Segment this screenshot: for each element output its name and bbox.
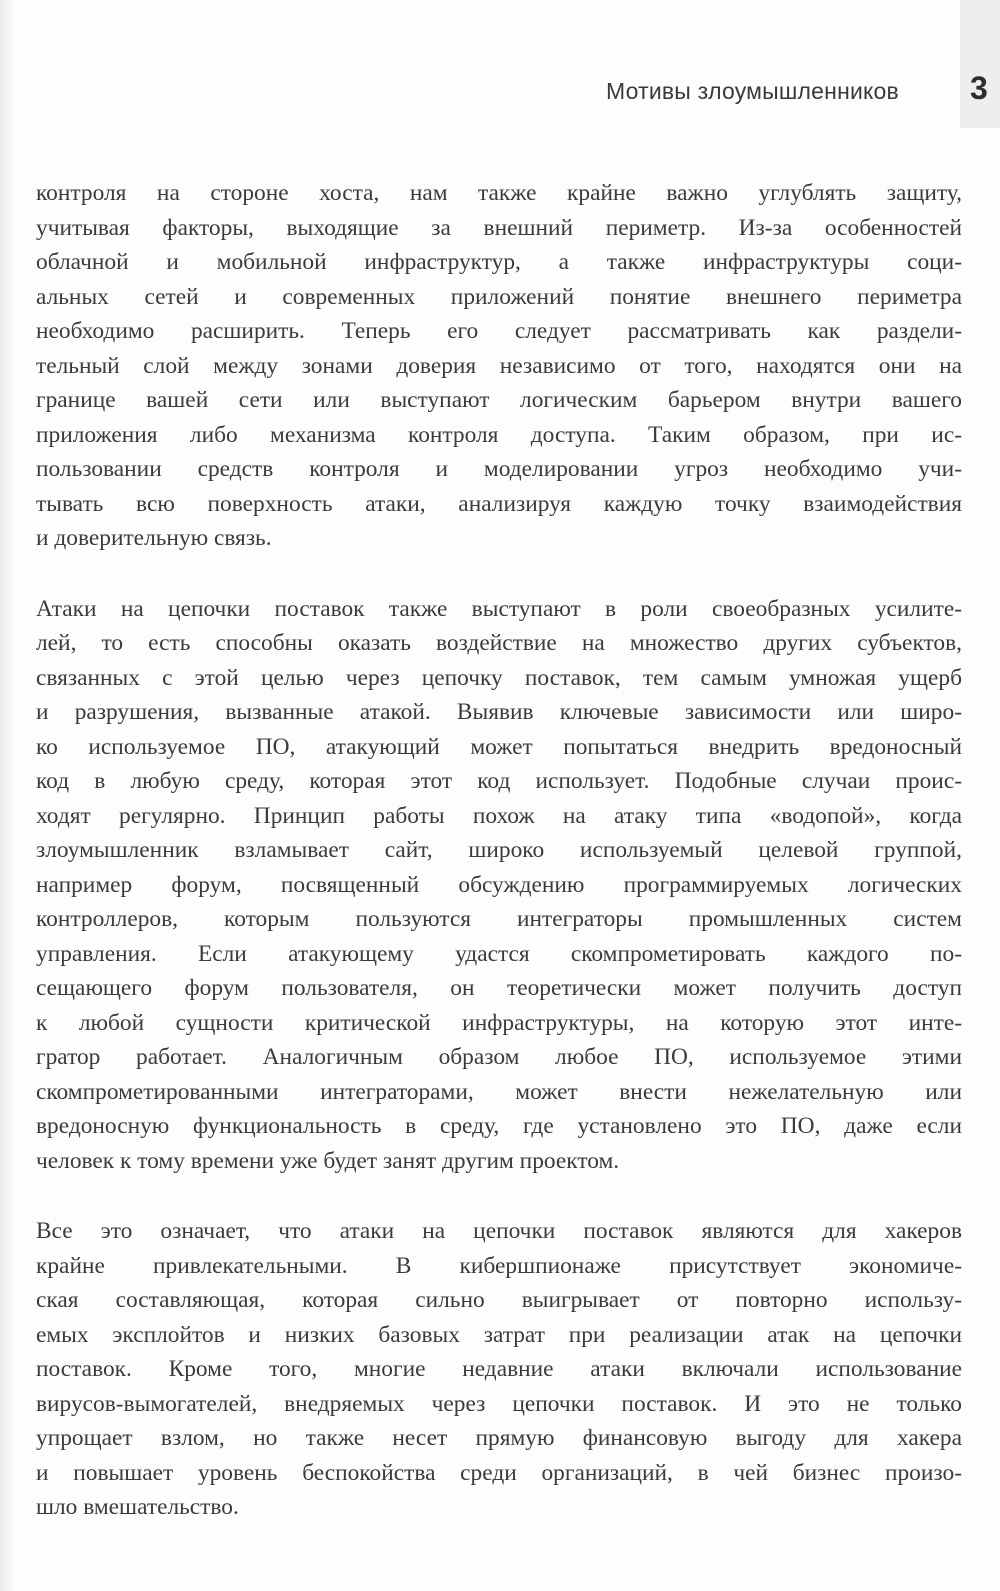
paragraph bbox=[36, 1214, 962, 1525]
text-line: сещающего форум пользователя, он теоретически может получить доступ bbox=[36, 975, 962, 1001]
scan-edge-shadow bbox=[0, 0, 14, 1591]
text-line: облачной и мобильной инфраструктур, а также инфраструктуры соци- bbox=[36, 249, 962, 275]
text-line: шло вмешательство. bbox=[36, 1494, 239, 1520]
text-line: упрощает взлом, но также несет прямую финансовую выгоду для хакера bbox=[36, 1425, 962, 1451]
page-number: 3 bbox=[970, 70, 988, 106]
text-line: человек к тому времени уже будет занят другим проектом. bbox=[36, 1147, 620, 1174]
text-line: Все это означает, что атаки на цепочки поставок являются для хакеров bbox=[36, 1218, 962, 1244]
text-line: контроля на стороне хоста, нам также крайне важно углублять защиту, bbox=[36, 180, 962, 206]
text-line: контроллеров, которым пользуются интеграторы промышленных систем bbox=[36, 906, 962, 932]
text-line: тывать всю поверхность атаки, анализируя каждую точку взаимодействия bbox=[36, 490, 962, 517]
text-line: например форум, посвященный обсуждению программируемых логических bbox=[36, 871, 962, 898]
text-line: ко используемое ПО, атакующий может попытаться внедрить вредоносный bbox=[36, 733, 962, 760]
text-line: приложения либо механизма контроля доступа. Таким образом, при ис- bbox=[36, 421, 962, 448]
text-line: ходят регулярно. Принцип работы похож на атаку типа «водопой», когда bbox=[36, 802, 962, 829]
text-line: связанных с этой целью через цепочку поставок, тем самым умножая ущерб bbox=[36, 664, 962, 691]
text-line: скомпрометированными интеграторами, может внести нежелательную или bbox=[36, 1078, 962, 1105]
text-line: пользовании средств контроля и моделировании угроз необходимо учи- bbox=[36, 456, 962, 482]
body-text bbox=[36, 176, 962, 1525]
paragraph bbox=[36, 592, 962, 1179]
text-line: Атаки на цепочки поставок также выступают в роли своеобразных усилите- bbox=[36, 595, 962, 622]
text-line: крайне привлекательными. В кибершпионаже присутствует экономиче- bbox=[36, 1252, 962, 1279]
text-line: к любой сущности критической инфраструктуры, на которую этот инте- bbox=[36, 1009, 962, 1036]
text-line: лей, то есть способны оказать воздействие на множество других субъектов, bbox=[36, 630, 962, 656]
paragraph-gap bbox=[36, 556, 962, 592]
text-line: необходимо расширить. Теперь его следует рассматривать как раздели- bbox=[36, 318, 962, 344]
text-line: учитывая факторы, выходящие за внешний периметр. Из-за особенностей bbox=[36, 214, 962, 241]
text-line: вредоносную функциональность в среду, где установлено это ПО, даже если bbox=[36, 1113, 962, 1139]
page-edge-tab bbox=[960, 0, 1000, 128]
paragraph bbox=[36, 176, 962, 556]
text-line: емых эксплойтов и низких базовых затрат при реализации атак на цепочки bbox=[36, 1321, 962, 1348]
text-line: управления. Если атакующему удастся скомпрометировать каждого по- bbox=[36, 940, 962, 967]
text-line: код в любую среду, которая этот код использует. Подобные случаи проис- bbox=[36, 768, 962, 794]
text-line: вирусов-вымогателей, внедряемых через цепочки поставок. И это не только bbox=[36, 1390, 962, 1417]
text-line: тельный слой между зонами доверия независимо от того, находятся они на bbox=[36, 352, 962, 379]
text-line: гратор работает. Аналогичным образом любое ПО, используемое этими bbox=[36, 1044, 962, 1070]
text-line: поставок. Кроме того, многие недавние атаки включали использование bbox=[36, 1356, 962, 1382]
text-line: и доверительную связь. bbox=[36, 525, 272, 551]
text-line: границе вашей сети или выступают логическим барьером внутри вашего bbox=[36, 387, 962, 413]
running-header-title: Мотивы злоумышленников bbox=[606, 78, 899, 104]
text-line: ская составляющая, которая сильно выигрывает от повторно использу- bbox=[36, 1287, 962, 1313]
paragraph-gap bbox=[36, 1178, 962, 1214]
text-line: альных сетей и современных приложений понятие внешнего периметра bbox=[36, 283, 962, 310]
text-line: и разрушения, вызванные атакой. Выявив ключевые зависимости или широ- bbox=[36, 699, 962, 725]
text-line: и повышает уровень беспокойства среди организаций, в чей бизнес произо- bbox=[36, 1459, 962, 1486]
text-line: злоумышленник взламывает сайт, широко используемый целевой группой, bbox=[36, 837, 962, 863]
